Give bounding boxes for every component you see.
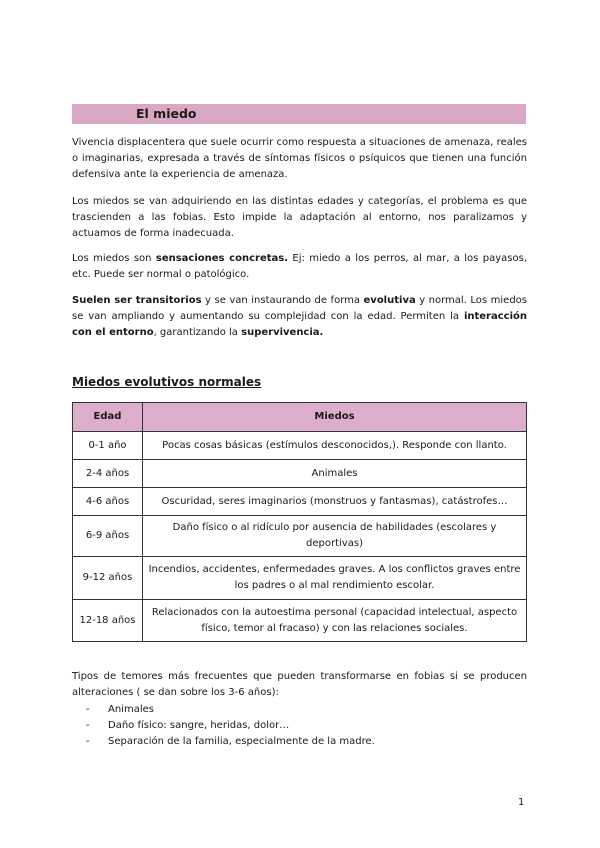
table-row xyxy=(73,460,527,488)
table-row xyxy=(73,432,527,460)
age-cell: 2-4 años xyxy=(73,460,143,488)
fears-table xyxy=(72,402,527,642)
para4-bold4: supervivencia. xyxy=(241,327,324,338)
header-age: Edad xyxy=(73,403,143,432)
fears-cell: Oscuridad, seres imaginarios (monstruos y fantasmas), catástrofes… xyxy=(143,488,527,516)
section-title: Miedos evolutivos normales xyxy=(72,375,262,389)
para4-text2: y normal. Los miedos se van ampliando y aumentando su complejidad con la edad. Permiten la xyxy=(72,295,527,322)
list-item-text: Separación de la familia, especialmente de la madre. xyxy=(108,736,375,747)
acquisition-paragraph: Los miedos se van adquiriendo en las distintas edades y categorías, el problema es que trascienden a las fobias. Esto impide la adaptación al entorno, nos paralizamos y actuamos de forma inadecuada. xyxy=(72,196,527,239)
header-fears: Miedos xyxy=(143,403,527,432)
age-cell: 12-18 años xyxy=(73,600,143,642)
list-item xyxy=(86,702,375,718)
concrete-sensations-paragraph xyxy=(72,251,527,283)
fears-cell: Incendios, accidentes, enfermedades graves. A los conflictos graves entre los padres o al mal rendimiento escolar. xyxy=(143,557,527,600)
table-header-row xyxy=(73,403,527,432)
para4-bold2: evolutiva xyxy=(363,295,416,306)
table-row xyxy=(73,557,527,600)
fears-cell: Animales xyxy=(143,460,527,488)
age-cell: 9-12 años xyxy=(73,557,143,600)
para3-suffix: Ej: miedo a los perros, al mar, a los payasos, etc. Puede ser normal o patológico. xyxy=(72,253,528,280)
para3-prefix: Los miedos son xyxy=(72,253,156,264)
bullet-dash: - xyxy=(86,704,90,715)
para3-bold: sensaciones concretas. xyxy=(155,253,289,264)
para4-text3: , garantizando la xyxy=(153,327,242,338)
age-cell: 0-1 año xyxy=(73,432,143,460)
list-item-text: Daño físico: sangre, heridas, dolor… xyxy=(108,720,290,731)
phobias-list xyxy=(86,702,375,750)
fears-cell: Daño físico o al ridículo por ausencia de habilidades (escolares y deportivas) xyxy=(143,516,527,557)
para4-bold3: interacción con el entorno xyxy=(72,311,527,338)
list-item xyxy=(86,718,375,734)
transitory-paragraph xyxy=(72,293,527,341)
page-title: El miedo xyxy=(136,106,197,121)
fears-cell: Relacionados con la autoestima personal (capacidad intelectual, aspecto físico, temor al fracaso) y con las relaciones sociales. xyxy=(143,600,527,642)
para4-bold1: Suelen ser transitorios xyxy=(72,295,202,306)
age-cell: 4-6 años xyxy=(73,488,143,516)
para4-text1: y se van instaurando de forma xyxy=(201,295,364,306)
fears-cell: Pocas cosas básicas (estímulos desconocidos,). Responde con llanto. xyxy=(143,432,527,460)
title-bar xyxy=(72,104,526,124)
table-row xyxy=(73,600,527,642)
intro-paragraph: Vivencia displacentera que suele ocurrir como respuesta a situaciones de amenaza, reales o imaginarias, expresada a través de síntomas físicos o psíquicos que tienen una función defensiva ante la experiencia de amenaza. xyxy=(72,137,527,180)
table-row xyxy=(73,516,527,557)
bullet-dash: - xyxy=(86,736,90,747)
list-item xyxy=(86,734,375,750)
page-number: 1 xyxy=(518,797,525,808)
table-row xyxy=(73,488,527,516)
phobias-intro-paragraph: Tipos de temores más frecuentes que pueden transformarse en fobias si se producen alteraciones ( se dan sobre los 3-6 años): xyxy=(72,671,527,698)
bullet-dash: - xyxy=(86,720,90,731)
age-cell: 6-9 años xyxy=(73,516,143,557)
list-item-text: Animales xyxy=(108,704,154,715)
